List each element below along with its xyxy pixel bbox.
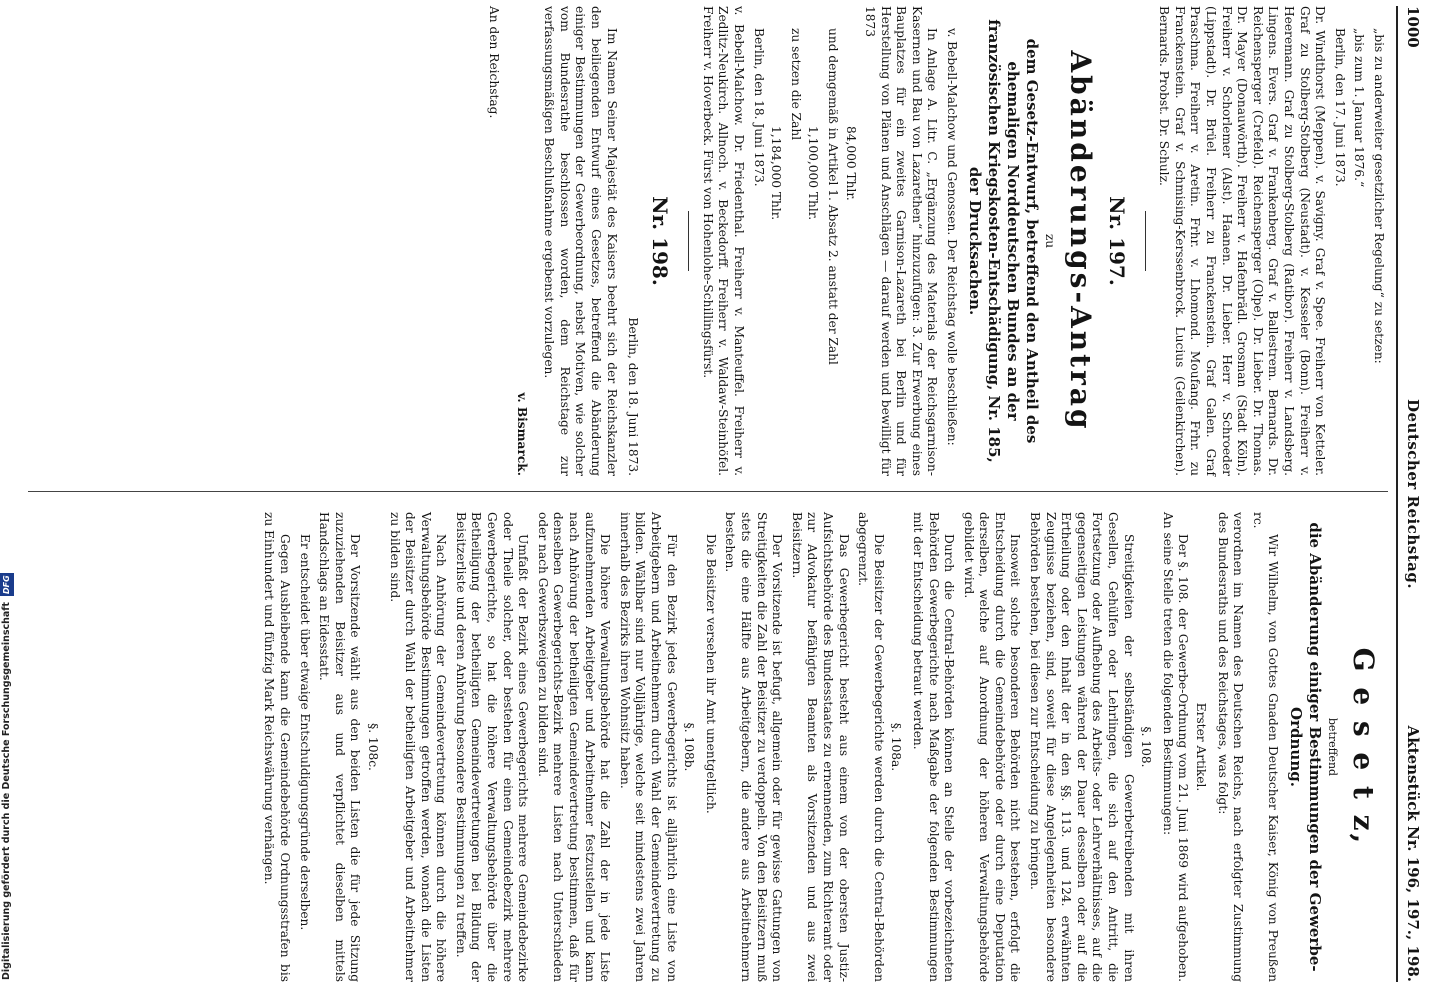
- title-197: Abänderungs-Antrag: [1063, 50, 1097, 432]
- quote-new: „bis zum 1. Januar 1876.“: [1352, 28, 1367, 188]
- right-column: [257, 512, 1386, 982]
- section-108b: §. 108b.: [682, 722, 697, 772]
- section-108b-text-2: Die höhere Verwaltungsbehörde hat die Zahl der in jede Liste aufzunehmenden Arbeitgeber und Arbeitnehmer festzustellen und kann nach Anhörung der betheiligten Gemeindevertretung bestimmen, daß für denselben Gewerbegerichts-Bezirk mehrere Listen nach Unterschieden oder nach Gewerbszweigen zu bilden sind.: [535, 512, 613, 982]
- section-108c-text-3: Gegen Ausbleibende kann die Gemeindebehörde Ordnungsstrafen bis zu Einhundert und fünfzig Mark Reichswährung verhängen.: [262, 512, 292, 982]
- old-number: 1,100,000 Thlr.: [806, 126, 821, 221]
- section-108b-text-4: Nach Anhörung der Gemeindevertretung können durch die höhere Verwaltungsbehörde Bestimmungen getroffen werden, wonach die Listen der Beisitzer durch Wahl der betheiligten Arbeitgeber und Arbeitnehmer zu bilden sind.: [387, 512, 449, 982]
- section-108a: §. 108a.: [889, 722, 904, 772]
- nr-197: Nr. 197.: [1104, 196, 1129, 286]
- section-108a-text-4: Die Beisitzer versehen ihr Amt unentgeltlich.: [703, 534, 718, 814]
- section-108-text: Streitigkeiten der selbständigen Gewerbetreibenden mit ihren Gesellen, Gehülfen oder Lehrlingen, die sich auf den Antritt, die Fortsetzung oder Aufhebung des Arbeits- oder Lehrverhältnisses, auf die gegenseitigen Leistungen während der Dauer desselben oder auf die Ertheilung oder den Inhalt der in den §§. 113. und 124. erwähnten Zeugnisse beziehen, sind, soweit für diese Angelegenheiten besondere Behörden bestehen, bei diesen zur Entscheidung zu bringen.: [1028, 512, 1136, 982]
- section-108b-text-3: Umfaßt der Bezirk eines Gewerbegerichts mehrere Gemeindebezirke oder Theile solcher, oder bestehen für einen Gemeindebezirk mehrere Gewerbegerichte, so hat die höhere Verwaltungsbehörde über die Betheiligung der betheiligten Gemeindevertretungen bei Bildung der Beisitzerliste und deren Anhörung besondere Bestimmungen zu treffen.: [453, 512, 531, 982]
- motion-intro: v. Bebell-Malchow und Genossen. Der Reichstag wolle beschließen:: [945, 28, 960, 446]
- section-108a-text-3: Der Vorsitzende ist befugt, allgemein oder für gewisse Gattungen von Streitigkeiten die Zahl der Beisitzer zu verdoppeln. Von den Beisitzern muß stets die eine Hälfte aus Arbeitgebern, die andere aus Arbeitnehmern bestehen.: [723, 512, 785, 982]
- section-108-text-2: Insoweit solche besonderen Behörden nicht bestehen, erfolgt die Entscheidung durch die Gemeindebehörde oder durch eine Deputation derselben, welche auf Anordnung der höheren Verwaltungsbehörde gebildet wird.: [961, 512, 1023, 982]
- text-198: Im Namen Seiner Majestät des Kaisers beehrt sich der Reichskanzler den beiliegenden Entwurf eines Gesetzes, betreffend die Abänderung einiger Bestimmungen der Gewerbeordnung, nebst Motiven, wie solcher vom Bundesrathe beschlossen worden, dem Reichstage zur verfassungsmäßigen Beschlußnahme ergebenst vorzulegen.: [542, 6, 619, 476]
- section-108b-text: Für den Bezirk jedes Gewerbegerichts ist alljährlich eine Liste von Arbeitgebern und Arbeitnehmern durch Wahl der Gemeindevertretung zu bilden. Wählbar sind nur Volljährige, welche seit mindestens zwei Jahren innerhalb des Bezirks ihren Wohnsitz haben.: [617, 512, 679, 982]
- signature: v. Bismarck.: [514, 392, 529, 476]
- zu-setzen: zu setzen die Zahl: [788, 28, 803, 141]
- section-108a-text-2: Das Gewerbegericht besteht aus einem von der obersten Justiz-Aufsichtsbehörde des Bundesstaates zu ernennenden, zum Richteramt oder zur Advokatur befähigten Beamten als Vorsitzenden und aus zwei Beisitzern.: [789, 512, 851, 982]
- subtitle-197: dem Gesetz-Entwurf, betreffend den Antheil des ehemaligen Norddeutschen Bundes an der französischen Kriegskosten-Entschädigung, Nr. 185, der Drucksachen.: [966, 19, 1042, 463]
- signers-1: Dr. Windthorst (Meppen). v. Savigny. Graf v. Spee. Freiherr von Ketteler. Graf zu Stolberg-Stolberg (Neustadt). v. Kesseler (Bonn). Freiherr v. Heeremann. Graf zu Stolberg-Stolberg (Ratibor). Freiherr v. Landsberg. Lingens. Evers. Graf v. Frankenberg. Graf v. Ballestrem. Bernards. Dr. Reichensperger (Crefeld). Reichensperger (Olpe). Dr. Lieber. Dr. Thomas. Dr. Mayer (Donauwörth). Freiherr v. Hafenbrädl. Grosman (Stadt Köln). Freiherr v. Schorlemer (Alst). Haanen. Dr. Lieber. Herr v. Schroeder (Lippstadt). Dr. Brüel. Freiherr zu Franckenstein. Graf Galen. Graf Praschma. Freiherr v. Aretin. Frhr. v. Lhomond. Moufang. Frhr. zu Franckenstein. Graf v. Schmising-Kerssenbrock. Lucius (Geilenkirchen). Bernards. Probst. Dr. Schulz.: [1157, 6, 1328, 476]
- section-108c: §. 108c.: [365, 723, 380, 771]
- signers-2: v. Bebell-Malchow. Dr. Friedenthal. Freiherr v. Manteuffel. Freiherr v. Zedlitz-Neukirch. Allnoch. v. Beckedorff. Freiherr v. Waldaw-Steinhöfel. Freiherr v. Hoverbeck. Fürst von Hohenlohe-Schillingsfürst.: [700, 6, 746, 476]
- article-1-heading: Erster Artikel.: [1194, 702, 1209, 792]
- page-header: [1396, 6, 1422, 982]
- verordnen: verordnen im Namen des Deutschen Reichs, nach erfolgter Zustimmung des Bundesraths und des Reichstages, was folgt:: [1215, 512, 1246, 982]
- section-108-text-3: Durch die Central-Behörden können an Stelle der vorbezeichneten Behörden Gewerbegerichte nach Maßgabe der folgenden Bestimmungen mit der Entscheidung betraut werden.: [910, 512, 957, 982]
- page-number: 1000: [1404, 6, 1422, 48]
- law-title: G e s e t z,: [1347, 647, 1380, 847]
- scanned-page: [14, 0, 1432, 1000]
- section-108c-text: Der Vorsitzende wählt aus den beiden Listen die für jede Sitzung zuzuziehenden Beisitzer aus und verpflichtet dieselben mittels Handschlags an Eidesstatt.: [317, 512, 363, 982]
- amount: 84,000 Thlr.: [843, 126, 858, 201]
- separator: [1145, 211, 1146, 271]
- new-number: 1,184,000 Thlr.: [769, 126, 784, 221]
- article-1-text: Der §. 108. der Gewerbe-Ordnung vom 21. Juni 1869 wird aufgehoben. An seine Stelle treten die folgenden Bestimmungen:: [1160, 512, 1191, 982]
- consequence: und demgemäß in Artikel 1. Absatz 2. anstatt der Zahl: [825, 28, 840, 365]
- law-subtitle: die Abänderung einiger Bestimmungen der Gewerbe-Ordnung.: [1287, 522, 1325, 972]
- separator-2: [688, 211, 689, 271]
- page-content: [14, 0, 1432, 1000]
- zu-word: zu: [1042, 233, 1057, 249]
- betreffend: betreffend: [1326, 717, 1339, 777]
- dfg-logo: DFG: [0, 573, 14, 596]
- addressee: An den Reichstag.: [487, 6, 502, 119]
- quote-old: „bis zu anderweiter gesetzlicher Regelung“ zu setzen:: [1372, 28, 1386, 364]
- document-number: Aktenstück Nr. 196, 197., 198.: [1404, 725, 1422, 982]
- running-title: Deutscher Reichstag.: [1404, 398, 1422, 590]
- date-1: Berlin, den 17. Juni 1873.: [1332, 28, 1347, 187]
- date-3: Berlin, den 18. Juni 1873.: [626, 317, 641, 476]
- motion-text: In Anlage A. Litr. C. „Ergänzung des Materials der Reichsgarnison-Kasernen und Bau von Lazarethen“ hinzuzufügen: 3. Zur Erwerbung eines Bauplatzes für ein zweites Garnison-Lazareth bei Berlin und für Herstellung von Plänen und Anschlägen — darauf werden und bewilligt für 1873: [863, 6, 940, 476]
- column-divider: [28, 491, 1388, 492]
- section-108a-text: Die Beisitzer der Gewerbegerichte werden durch die Central-Behörden abgegrenzt.: [856, 512, 886, 982]
- nr-198: Nr. 198.: [648, 196, 673, 286]
- section-108c-text-2: Er entscheidet über etwaige Entschuldigungsgründe derselben.: [297, 534, 312, 931]
- left-column: [477, 6, 1386, 476]
- section-108: §. 108.: [1139, 726, 1154, 768]
- digitization-note: Digitalisierung gefördert durch die Deutsche ForschungsgemeinschaftDFG: [1, 575, 12, 980]
- wir-wilhelm: Wir Wilhelm, von Gottes Gnaden Deutscher Kaiser, König von Preußen rc.: [1250, 512, 1281, 982]
- digitization-note-strip: [0, 0, 14, 1000]
- date-2: Berlin, den 18. Juni 1873.: [751, 28, 766, 187]
